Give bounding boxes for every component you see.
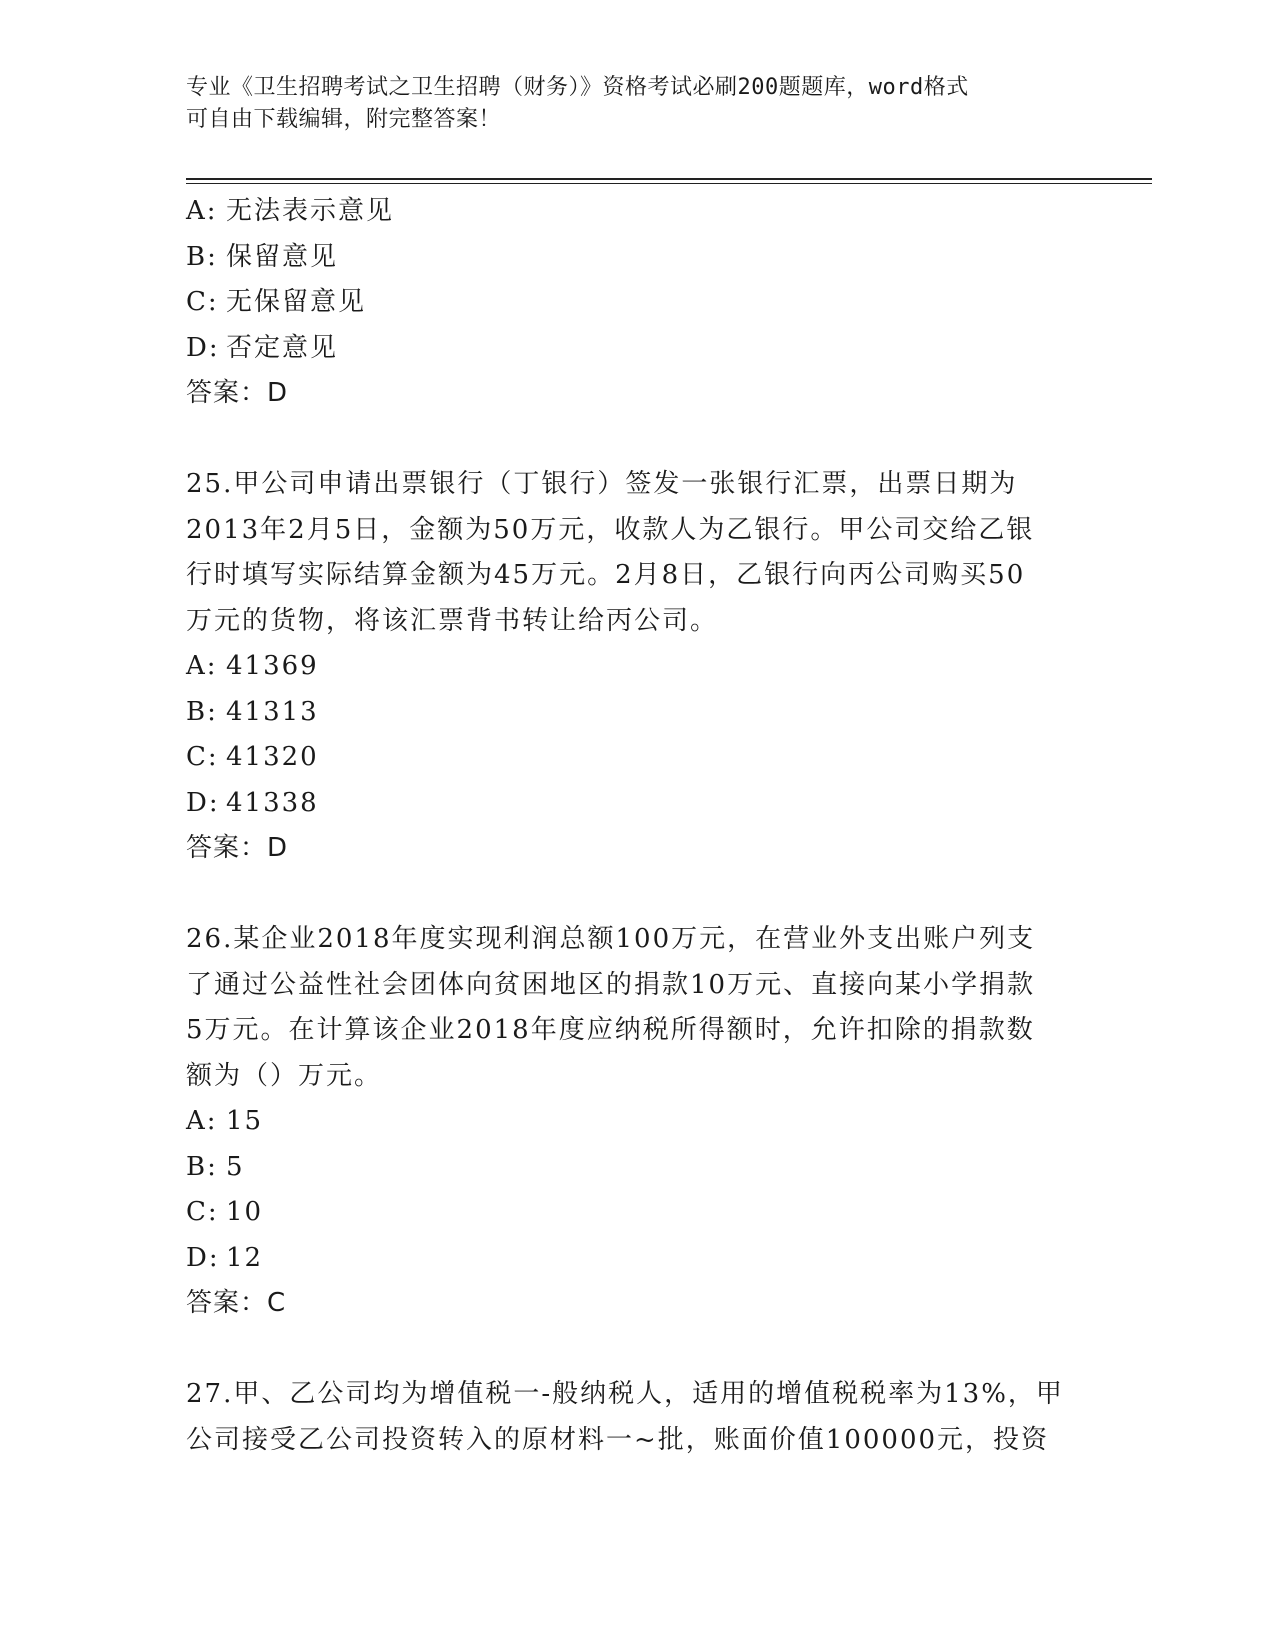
option-text: 无法表示意见 — [226, 196, 395, 226]
option-a — [186, 189, 1086, 235]
question-text-line: 公司接受乙公司投资转入的原材料一~批，账面价值100000元，投资 — [186, 1424, 1050, 1455]
option-text: 41369 — [226, 651, 319, 681]
option-a — [186, 644, 1086, 690]
option-text: 保留意见 — [226, 241, 339, 272]
option-letter: C: — [186, 1197, 219, 1227]
option-letter: A: — [186, 651, 218, 681]
option-text: 15 — [226, 1106, 264, 1136]
option-letter: A: — [186, 1106, 218, 1136]
option-text: 41338 — [226, 787, 319, 818]
option-letter: D: — [186, 787, 220, 818]
question-text-line: 万元的货物，将该汇票背书转让给丙公司。 — [186, 605, 719, 636]
question-text-line: 25.甲公司申请出票银行（丁银行）签发一张银行汇票，出票日期为 — [186, 469, 1018, 499]
header-divider-thick — [186, 178, 1152, 180]
question-text-line: 2013年2月5日，金额为50万元，收款人为乙银行。甲公司交给乙银 — [186, 514, 1035, 545]
option-letter: A: — [186, 196, 218, 226]
option-c — [186, 1190, 1086, 1236]
question-26-block — [186, 917, 1086, 1327]
option-letter: B: — [186, 1151, 218, 1182]
document-header — [186, 72, 1076, 136]
header-line-2: 可自由下载编辑，附完整答案！ — [186, 107, 502, 132]
option-letter: D: — [186, 1242, 220, 1273]
option-text: 5 — [226, 1151, 245, 1182]
question-text-line: 额为（）万元。 — [186, 1060, 383, 1091]
spacer — [186, 872, 1086, 918]
option-d — [186, 781, 1086, 827]
question-text-line: 26.某企业2018年度实现利润总额100万元，在营业外支出账户列支 — [186, 924, 1036, 954]
header-line-1: 专业《卫生招聘考试之卫生招聘（财务）》资格考试必刷200题题库，word格式 — [186, 75, 969, 100]
question-text-line: 行时填写实际结算金额为45万元。2月8日，乙银行向丙公司购买50 — [186, 560, 1026, 590]
option-b — [186, 1145, 1086, 1191]
option-d — [186, 1236, 1086, 1282]
question-27-block — [186, 1372, 1086, 1463]
option-letter: C: — [186, 742, 219, 772]
question-25-block — [186, 462, 1086, 872]
question-24-block — [186, 189, 1086, 417]
option-text: 41313 — [226, 696, 319, 727]
spacer — [186, 1327, 1086, 1373]
option-b — [186, 690, 1086, 736]
option-letter: B: — [186, 696, 218, 727]
option-text: 10 — [226, 1197, 264, 1227]
question-text-line: 27.甲、乙公司均为增值税一-般纳税人，适用的增值税税率为13%，甲 — [186, 1379, 1064, 1409]
option-c — [186, 280, 1086, 326]
option-b — [186, 235, 1086, 281]
option-c — [186, 735, 1086, 781]
question-text-line: 了通过公益性社会团体向贫困地区的捐款10万元、直接向某小学捐款 — [186, 969, 1036, 1000]
option-letter: C: — [186, 287, 219, 317]
option-letter: D: — [186, 332, 220, 363]
option-text: 12 — [226, 1242, 264, 1273]
answer-line: 答案：C — [186, 1288, 287, 1318]
answer-line: 答案：D — [186, 378, 289, 408]
option-d — [186, 326, 1086, 372]
option-text: 无保留意见 — [226, 287, 367, 317]
document-body — [186, 189, 1086, 1463]
option-text: 41320 — [226, 742, 319, 772]
answer-line: 答案：D — [186, 833, 289, 863]
option-a — [186, 1099, 1086, 1145]
option-letter: B: — [186, 241, 218, 272]
header-divider-thin — [186, 183, 1152, 184]
option-text: 否定意见 — [226, 332, 339, 363]
question-text-line: 5万元。在计算该企业2018年度应纳税所得额时，允许扣除的捐款数 — [186, 1015, 1035, 1045]
spacer — [186, 417, 1086, 463]
